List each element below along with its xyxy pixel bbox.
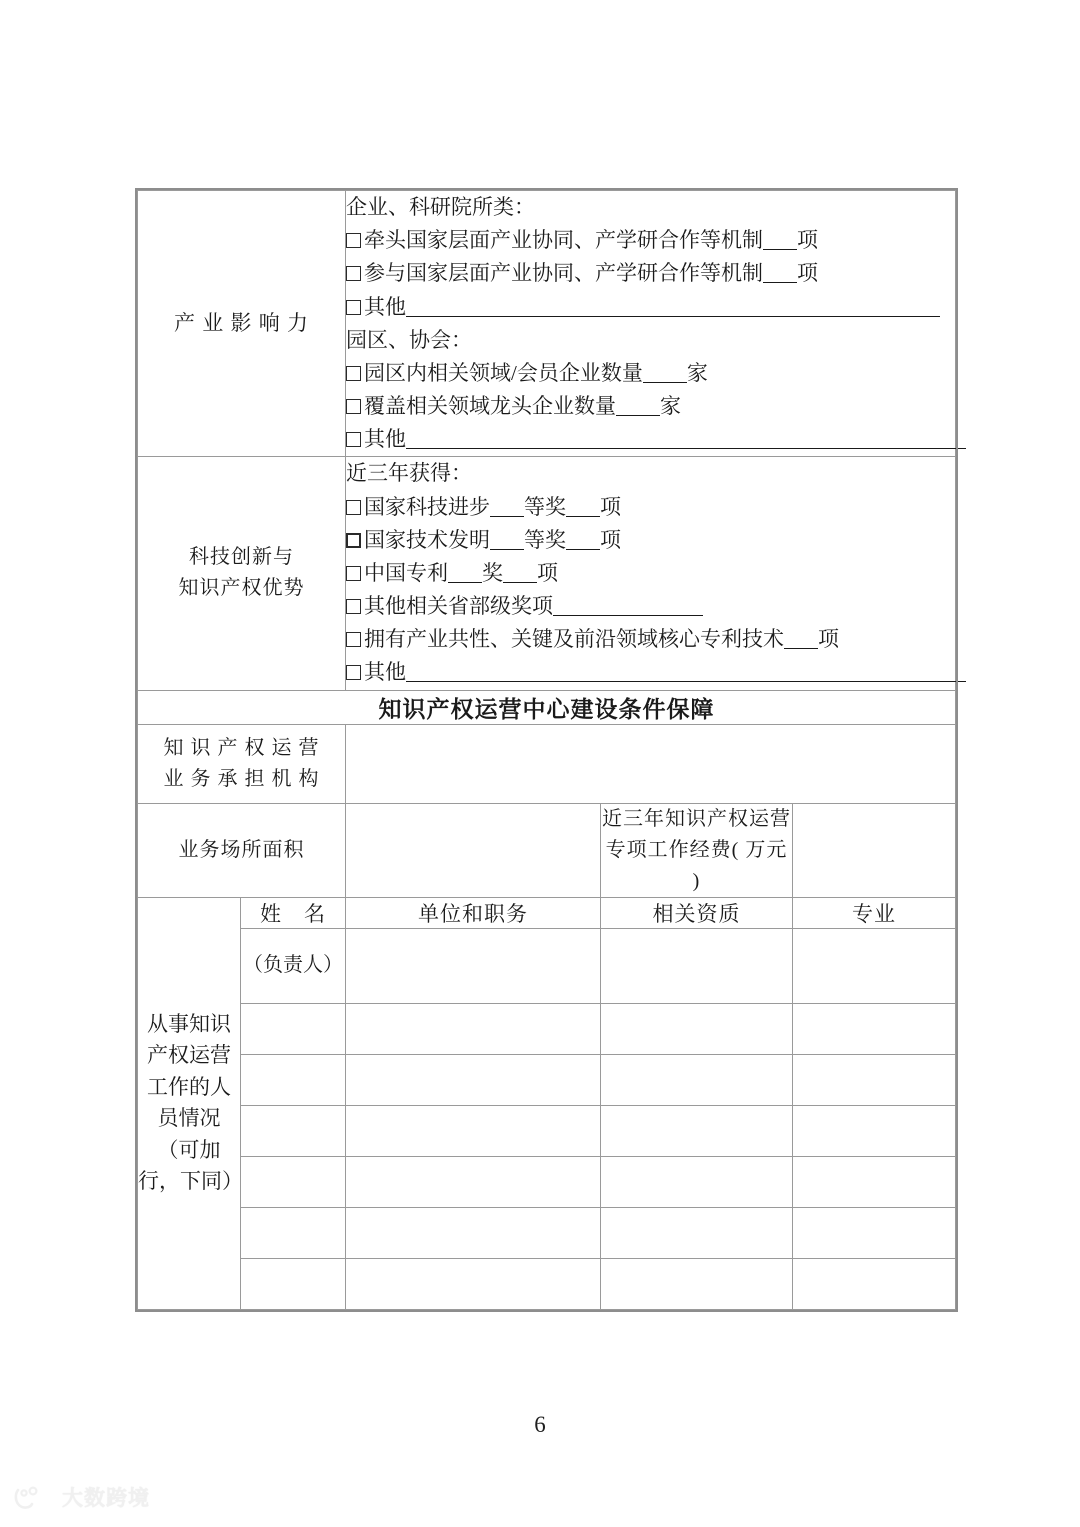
industry-check-item-3-label: 其他 xyxy=(364,294,406,319)
table-row-personnel xyxy=(138,1054,956,1105)
table-row-business-area xyxy=(138,803,956,897)
application-form-table xyxy=(137,190,956,1310)
checkbox-icon[interactable] xyxy=(346,500,361,515)
cell-personnel-name[interactable] xyxy=(241,1258,346,1309)
label-personnel-side xyxy=(138,897,241,1309)
tech-check-item-3-mid: 奖 xyxy=(482,560,503,585)
cell-industry-influence-content xyxy=(346,191,956,457)
tech-check-item-2[interactable] xyxy=(346,524,955,557)
watermark-text: 大数跨境 xyxy=(62,1486,150,1510)
label-operation-funds-line1: 近三年知识产权运营 xyxy=(602,807,791,830)
tech-check-item-4[interactable] xyxy=(346,590,955,623)
cell-personnel-qualification[interactable] xyxy=(601,1207,793,1258)
checkbox-icon[interactable] xyxy=(346,599,361,614)
tech-check-item-1-mid: 等奖 xyxy=(524,494,566,519)
cell-personnel-name[interactable] xyxy=(241,1003,346,1054)
tech-check-item-2-mid: 等奖 xyxy=(524,527,566,552)
checkbox-icon[interactable] xyxy=(346,266,361,281)
tech-check-item-6-label: 其他 xyxy=(364,660,406,685)
table-row-section-banner xyxy=(138,690,956,724)
cell-personnel-name[interactable] xyxy=(241,1105,346,1156)
checkbox-icon[interactable] xyxy=(346,533,361,548)
blank-field[interactable] xyxy=(763,282,797,283)
cell-personnel-unit[interactable] xyxy=(346,1207,601,1258)
industry-check-item-1-unit: 项 xyxy=(797,228,818,253)
section-header-construction-conditions: 知识产权运营中心建设条件保障 xyxy=(138,690,956,724)
cell-tech-innovation-content xyxy=(346,457,956,690)
column-header-qualification: 相关资质 xyxy=(601,897,793,928)
cell-personnel-major[interactable] xyxy=(793,1207,956,1258)
industry-check-item-5-label: 覆盖相关领域龙头企业数量 xyxy=(364,394,616,419)
table-row-personnel xyxy=(138,1207,956,1258)
cell-personnel-qualification[interactable] xyxy=(601,1156,793,1207)
blank-field[interactable] xyxy=(406,448,966,449)
cell-personnel-unit[interactable] xyxy=(346,1105,601,1156)
watermark xyxy=(14,1482,150,1512)
label-undertaking-org xyxy=(138,724,346,803)
tech-check-item-4-label: 其他相关省部级奖项 xyxy=(364,594,553,619)
industry-check-item-5-unit: 家 xyxy=(660,394,681,419)
blank-field[interactable] xyxy=(566,549,600,550)
table-row-personnel xyxy=(138,1105,956,1156)
cell-personnel-leader-major[interactable] xyxy=(793,928,956,1003)
field-business-area-value[interactable] xyxy=(346,803,601,897)
cell-personnel-name[interactable] xyxy=(241,1054,346,1105)
cell-personnel-leader-qualification[interactable] xyxy=(601,928,793,1003)
tech-check-item-6[interactable] xyxy=(346,656,955,689)
column-header-unit-position: 单位和职务 xyxy=(346,897,601,928)
blank-field[interactable] xyxy=(406,316,940,317)
label-undertaking-org-line2: 业 务 承 担 机 构 xyxy=(163,767,320,790)
label-industry-influence: 产 业 影 响 力 xyxy=(138,191,346,457)
table-row-personnel-leader xyxy=(138,928,956,1003)
column-header-name: 姓 名 xyxy=(241,897,346,928)
table-row-personnel xyxy=(138,1156,956,1207)
blank-field[interactable] xyxy=(553,615,703,616)
page-number: 6 xyxy=(534,1412,546,1437)
cell-personnel-unit[interactable] xyxy=(346,1003,601,1054)
checkbox-icon[interactable] xyxy=(346,432,361,447)
industry-check-item-4-unit: 家 xyxy=(686,360,708,385)
blank-field[interactable] xyxy=(566,516,600,517)
industry-check-item-1-label: 牵头国家层面产业协同、产学研合作等机制 xyxy=(364,228,763,253)
industry-check-item-2-label: 参与国家层面产业协同、产学研合作等机制 xyxy=(364,261,763,286)
tech-check-item-5-label: 拥有产业共性、关键及前沿领域核心专利技术 xyxy=(364,627,784,652)
tech-group-title: 近三年获得： xyxy=(346,461,472,486)
tech-check-item-2-unit: 项 xyxy=(600,527,621,552)
cell-personnel-qualification[interactable] xyxy=(601,1258,793,1309)
cell-personnel-name[interactable] xyxy=(241,1156,346,1207)
watermark-logo-icon xyxy=(14,1484,54,1510)
checkbox-icon[interactable] xyxy=(346,233,361,248)
tech-check-item-1-label: 国家科技进步 xyxy=(364,494,490,519)
blank-field[interactable] xyxy=(490,516,524,517)
label-operation-funds-line2: 专项工作经费( 万元 ) xyxy=(605,838,788,892)
industry-check-item-5[interactable] xyxy=(346,390,955,423)
cell-personnel-major[interactable] xyxy=(793,1003,956,1054)
checkbox-icon[interactable] xyxy=(346,566,361,581)
checkbox-icon[interactable] xyxy=(346,632,361,647)
table-row-tech-innovation xyxy=(138,457,956,690)
checkbox-icon[interactable] xyxy=(346,300,361,315)
table-row-undertaking-org xyxy=(138,724,956,803)
label-personnel-side-text: 从事知识产权运营工作的人员情况（可加行，下同） xyxy=(138,1011,243,1194)
industry-check-item-2[interactable] xyxy=(346,257,955,290)
industry-group1-title: 企业、科研院所类： xyxy=(346,195,535,219)
tech-check-item-5-unit: 项 xyxy=(818,627,839,652)
blank-field[interactable] xyxy=(643,382,687,383)
table-row-personnel xyxy=(138,1003,956,1054)
blank-field[interactable] xyxy=(503,582,537,583)
field-undertaking-org-value[interactable] xyxy=(346,724,956,803)
label-tech-innovation-line1: 科技创新与 xyxy=(189,546,294,569)
industry-group2-title: 园区、协会： xyxy=(346,327,472,352)
table-row-personnel xyxy=(138,1258,956,1309)
checkbox-icon[interactable] xyxy=(346,366,361,381)
cell-personnel-major[interactable] xyxy=(793,1105,956,1156)
label-tech-innovation-line2: 知识产权优势 xyxy=(178,577,305,600)
industry-check-item-3[interactable] xyxy=(346,291,955,324)
industry-check-item-4-label: 园区内相关领域/会员企业数量 xyxy=(364,360,643,385)
label-business-area: 业务场所面积 xyxy=(138,803,346,897)
blank-field[interactable] xyxy=(763,249,797,250)
cell-personnel-qualification[interactable] xyxy=(601,1105,793,1156)
field-operation-funds-value[interactable] xyxy=(793,803,956,897)
cell-personnel-qualification[interactable] xyxy=(601,1003,793,1054)
cell-personnel-leader-name[interactable]: （负责人） xyxy=(241,928,346,1003)
industry-check-item-4[interactable] xyxy=(346,357,955,390)
table-row-industry-influence xyxy=(138,191,956,457)
industry-check-item-6-label: 其他 xyxy=(364,427,406,452)
table-row-personnel-header xyxy=(138,897,956,928)
tech-check-item-5[interactable] xyxy=(346,623,955,656)
industry-check-item-1[interactable] xyxy=(346,224,955,257)
cell-personnel-leader-unit[interactable] xyxy=(346,928,601,1003)
label-undertaking-org-line1: 知 识 产 权 运 营 xyxy=(163,736,320,759)
cell-personnel-major[interactable] xyxy=(793,1258,956,1309)
tech-check-item-2-label: 国家技术发明 xyxy=(364,527,490,552)
tech-check-item-1-unit: 项 xyxy=(600,494,621,519)
tech-check-item-1[interactable] xyxy=(346,491,955,524)
blank-field[interactable] xyxy=(406,681,966,682)
blank-field[interactable] xyxy=(784,648,818,649)
cell-personnel-name[interactable] xyxy=(241,1207,346,1258)
label-operation-funds xyxy=(601,803,793,897)
tech-check-item-3[interactable] xyxy=(346,557,955,590)
cell-personnel-unit[interactable] xyxy=(346,1054,601,1105)
cell-personnel-major[interactable] xyxy=(793,1054,956,1105)
blank-field[interactable] xyxy=(490,549,524,550)
cell-personnel-unit[interactable] xyxy=(346,1258,601,1309)
industry-check-item-6[interactable] xyxy=(346,423,955,456)
label-tech-innovation xyxy=(138,457,346,690)
column-header-major: 专业 xyxy=(793,897,956,928)
tech-check-item-3-label: 中国专利 xyxy=(364,560,448,585)
checkbox-icon[interactable] xyxy=(346,399,361,414)
checkbox-icon[interactable] xyxy=(346,665,361,680)
tech-check-item-3-unit: 项 xyxy=(537,560,558,585)
blank-field[interactable] xyxy=(448,582,482,583)
cell-personnel-qualification[interactable] xyxy=(601,1054,793,1105)
cell-personnel-unit[interactable] xyxy=(346,1156,601,1207)
cell-personnel-major[interactable] xyxy=(793,1156,956,1207)
industry-check-item-2-unit: 项 xyxy=(797,261,818,286)
blank-field[interactable] xyxy=(616,415,660,416)
